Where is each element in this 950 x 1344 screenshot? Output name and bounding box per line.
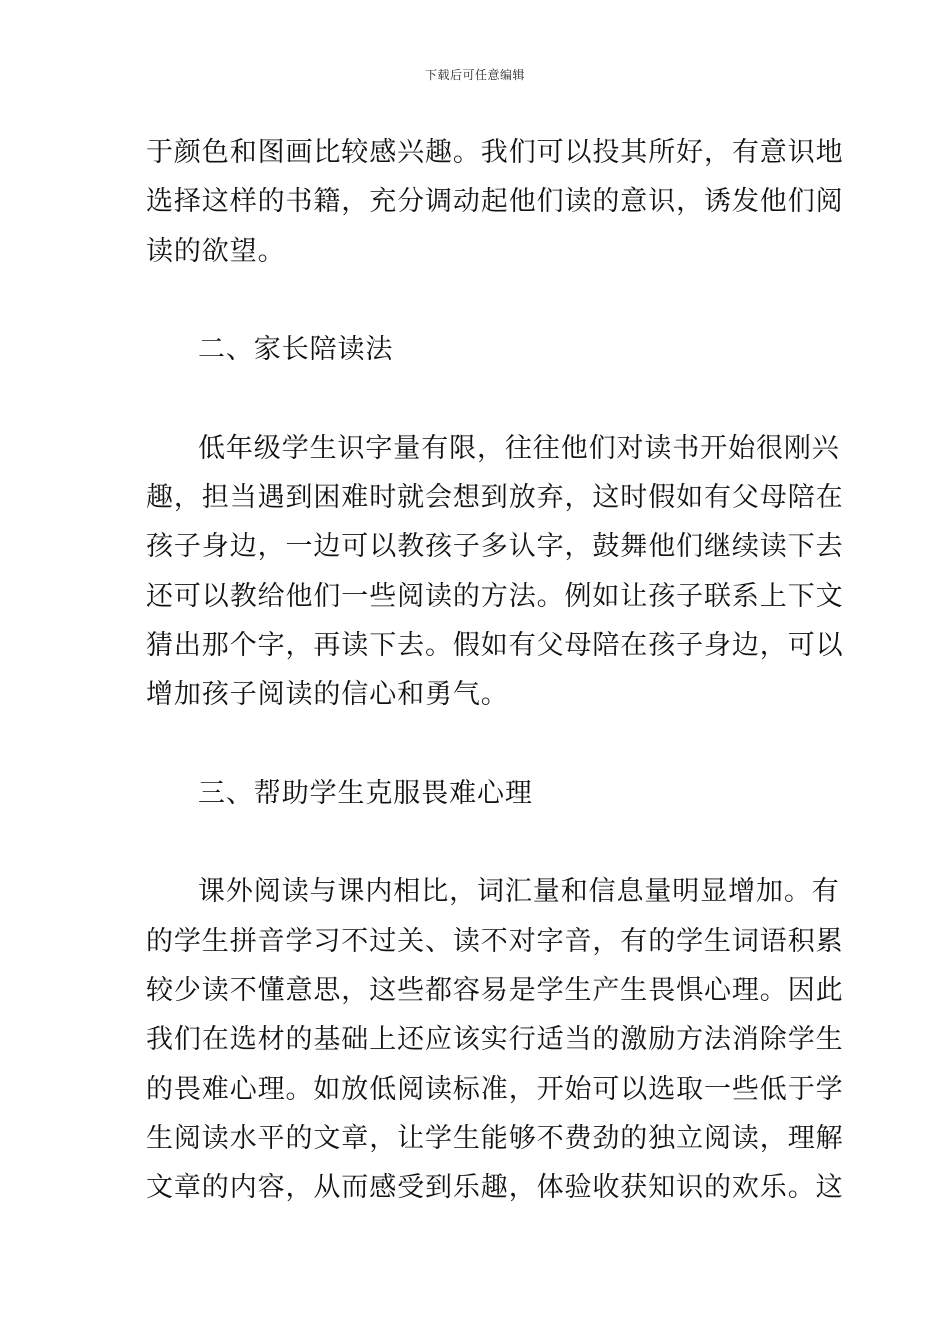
body-line: 读的欲望。 bbox=[146, 235, 286, 267]
body-line: 的学生拼音学习不过关、读不对字音，有的学生词语积累 bbox=[146, 925, 844, 957]
body-line: 生阅读水平的文章，让学生能够不费劲的独立阅读，理解 bbox=[146, 1122, 844, 1154]
body-line: 选择这样的书籍，充分调动起他们读的意识，诱发他们阅 bbox=[146, 186, 844, 218]
paragraph-gap bbox=[146, 818, 806, 867]
body-line: 课外阅读与课内相比，词汇量和信息量明显增加。有 bbox=[198, 876, 840, 908]
body-line: 低年级学生识字量有限，往往他们对读书开始很刚兴 bbox=[198, 432, 840, 464]
body-line: 文章的内容，从而感受到乐趣，体验收获知识的欢乐。这 bbox=[146, 1172, 844, 1204]
document-body bbox=[146, 128, 844, 1213]
paragraph-gap bbox=[146, 374, 806, 423]
section-heading: 三、帮助学生克服畏难心理 bbox=[198, 777, 533, 809]
paragraph-gap bbox=[146, 276, 806, 325]
body-line: 孩子身边，一边可以教孩子多认字，鼓舞他们继续读下去 bbox=[146, 531, 844, 563]
paragraph-gap bbox=[146, 720, 806, 769]
body-line: 猜出那个字，再读下去。假如有父母陪在孩子身边，可以 bbox=[146, 629, 844, 661]
body-line: 的畏难心理。如放低阅读标准，开始可以选取一些低于学 bbox=[146, 1073, 844, 1105]
section-heading: 二、家长陪读法 bbox=[198, 334, 394, 366]
page-header: 下载后可任意编辑 bbox=[424, 68, 525, 82]
body-line: 趣，担当遇到困难时就会想到放弃，这时假如有父母陪在 bbox=[146, 482, 844, 514]
body-line: 较少读不懂意思，这些都容易是学生产生畏惧心理。因此 bbox=[146, 975, 844, 1007]
body-line: 于颜色和图画比较感兴趣。我们可以投其所好，有意识地 bbox=[146, 137, 844, 168]
body-line: 我们在选材的基础上还应该实行适当的激励方法消除学生 bbox=[146, 1024, 844, 1056]
body-line: 还可以教给他们一些阅读的方法。例如让孩子联系上下文 bbox=[146, 580, 844, 612]
body-line: 增加孩子阅读的信心和勇气。 bbox=[146, 679, 509, 711]
